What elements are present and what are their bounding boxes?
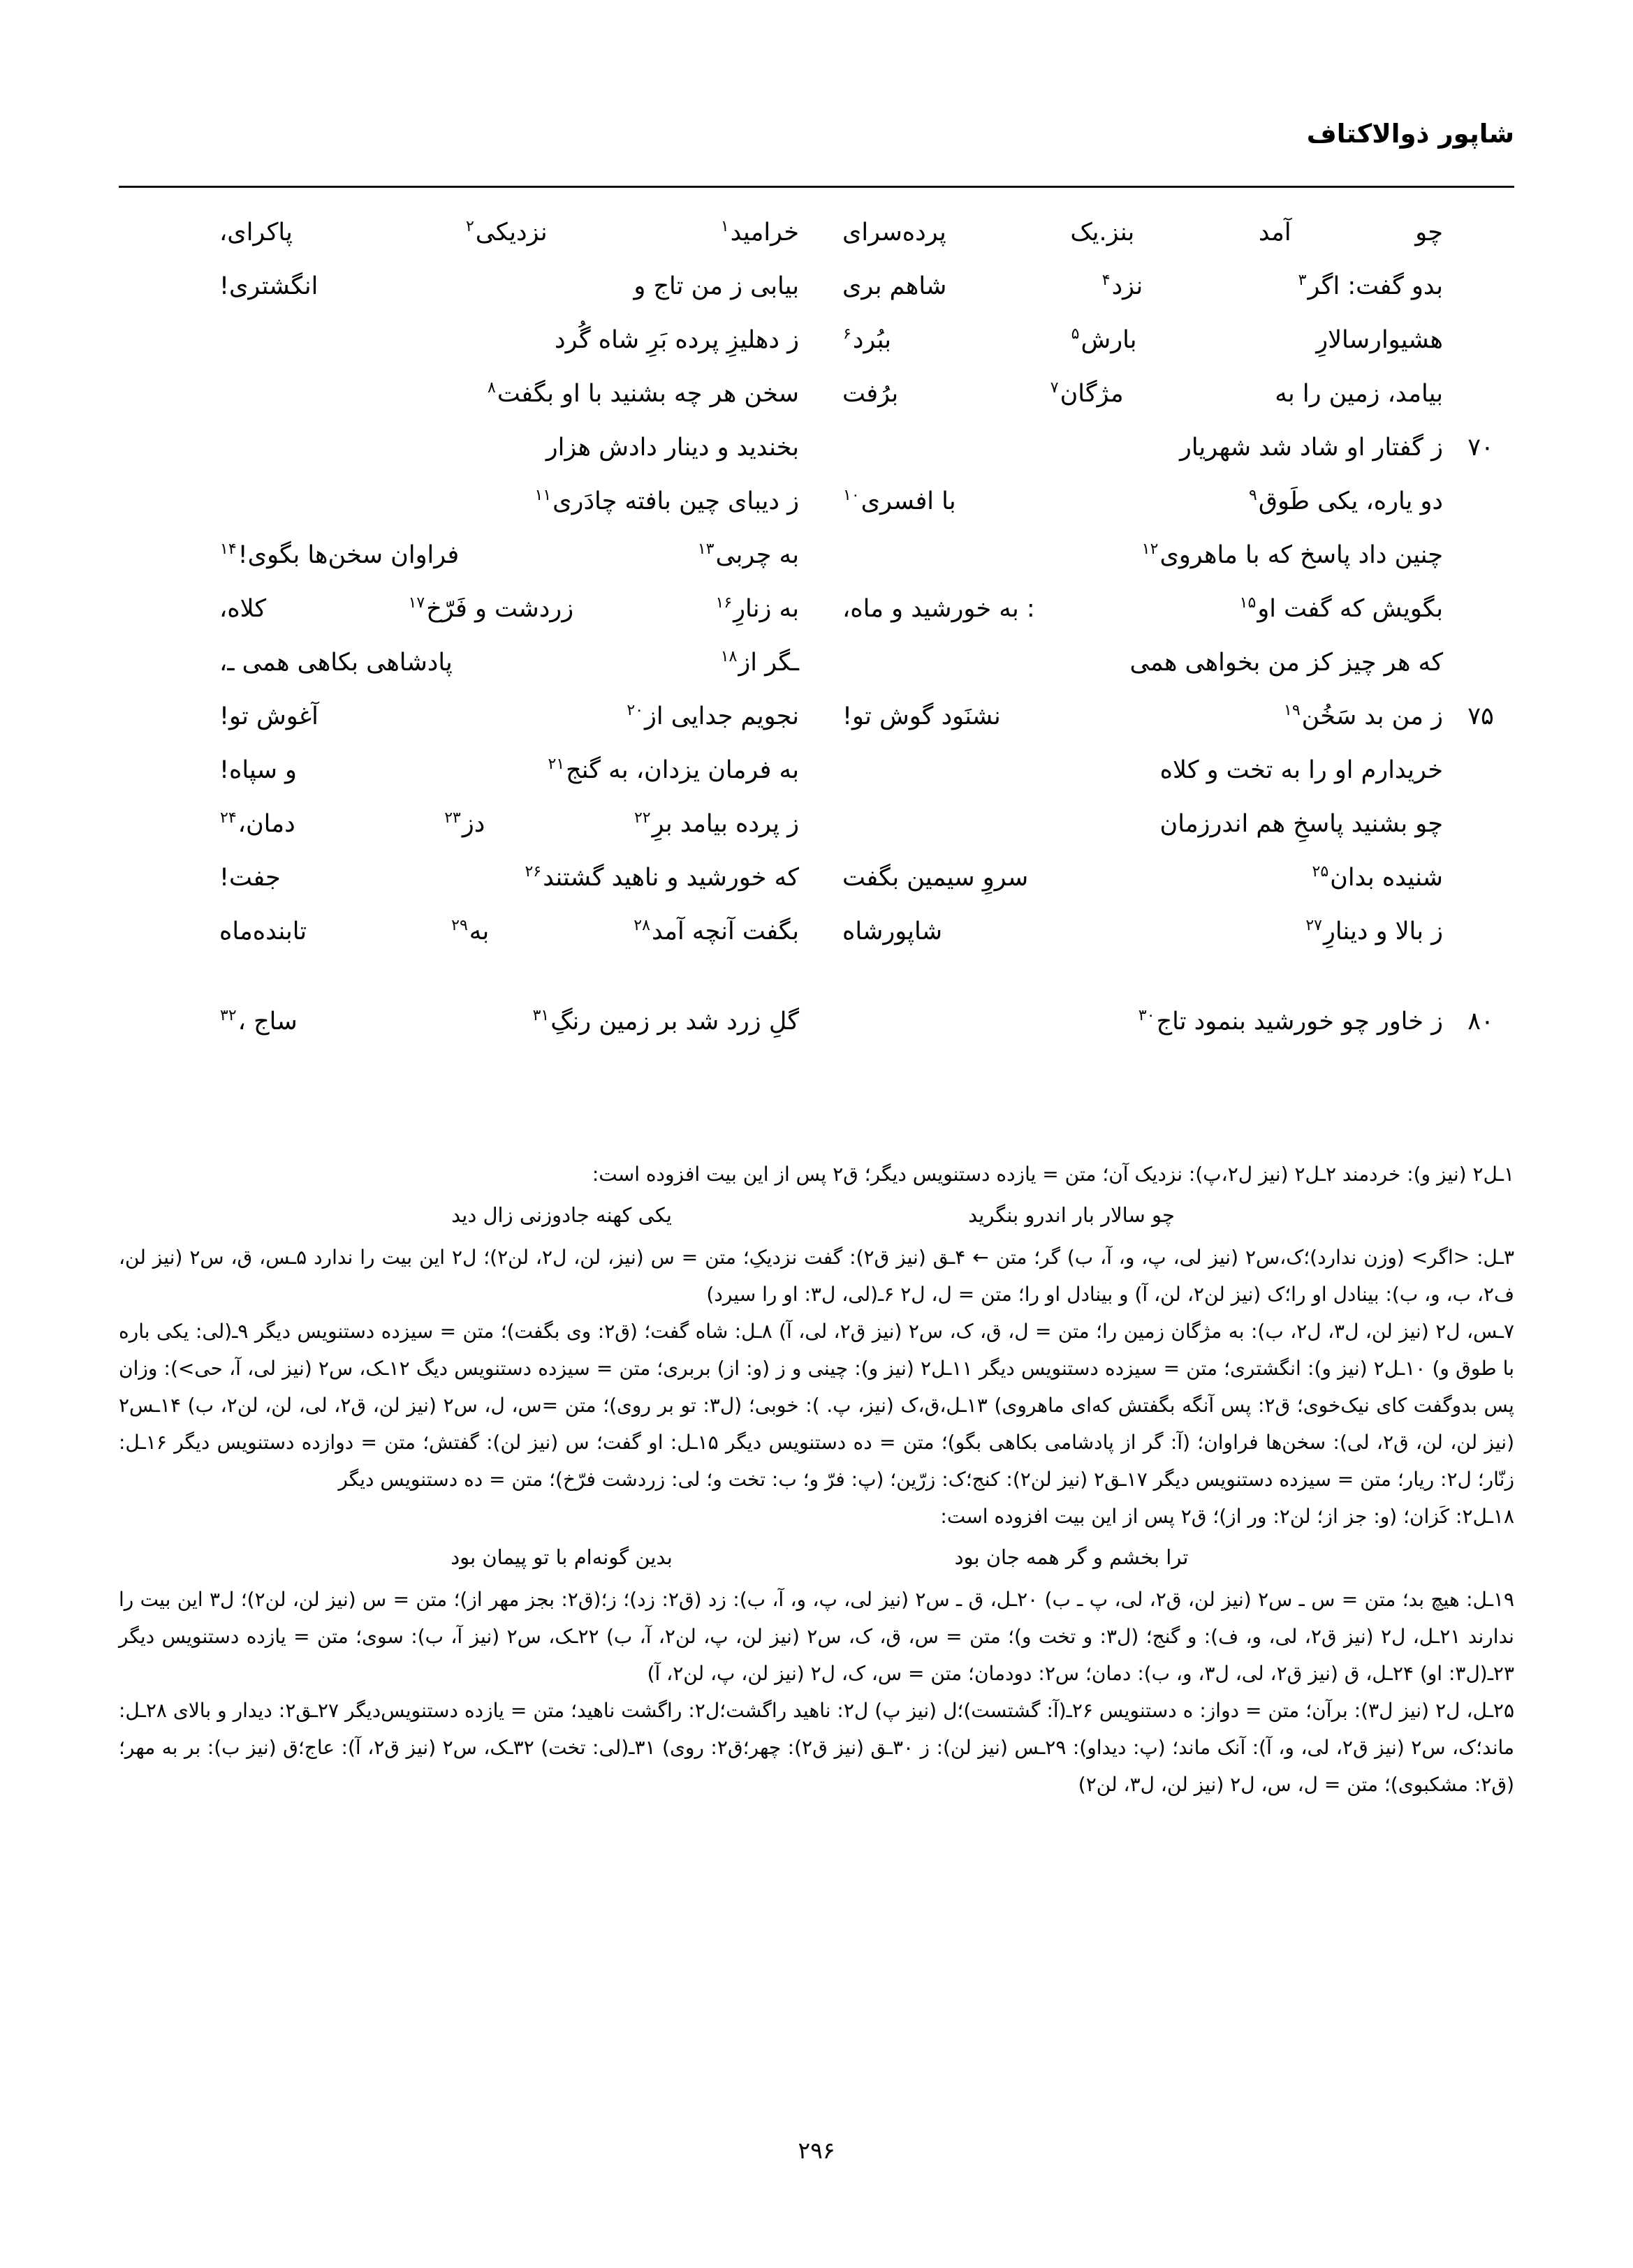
hemistich-right: [838, 640, 1447, 686]
footnote-marker[interactable]: ۳۲: [220, 1007, 237, 1025]
inset-hemistich-left: یکی کهنه جادوزنی زال دید: [451, 1203, 672, 1227]
critical-apparatus: [119, 1156, 1514, 1803]
hemistich-left: [215, 425, 803, 471]
hemistich-left: [215, 693, 803, 739]
footnote-marker[interactable]: ۵: [1071, 325, 1080, 344]
verse-word: گلِ زرد شد بر زمین رنگِ$^{۳۱}$: [532, 1007, 799, 1036]
footnote-marker[interactable]: ۱: [720, 218, 729, 236]
verse-word: بارش$^۵$: [1071, 325, 1137, 354]
hemistich-right: [838, 371, 1447, 417]
footnote-marker[interactable]: ۲۳: [444, 809, 461, 827]
verse-word: هشیوارسالارِ: [1316, 326, 1443, 354]
verse-word: پاکرای،: [219, 219, 293, 246]
footnote-marker[interactable]: ۱۳: [697, 540, 715, 559]
footnote-marker[interactable]: ۹: [1249, 487, 1257, 505]
hemistich-right: [838, 209, 1447, 256]
verse-number: ۷۵: [1467, 702, 1494, 730]
verse-word: بنز.یک: [1070, 219, 1135, 246]
footnote-marker[interactable]: ۳: [1298, 272, 1307, 290]
footnote-marker[interactable]: ۱۱: [534, 487, 552, 505]
verse-word: تابنده‌ماه: [219, 918, 307, 945]
apparatus-paragraph: ۱۹ـل: هیچ بد؛ متن = س ـ س۲ (نیز لن، ق۲، لی، پ ـ ب) ۲۰ـل، ق ـ س۲ (نیز لی، پ، و، آ، ب): زد (ق۲: زد)؛ ز؛(ق۲: بجز مهر از)؛ متن = س (نیز لن، لن۲)؛ ل۳ این بیت را ندارند ۲۱ـل، ل۲ (نیز ق۲، لی، و، ف): و گنج؛ (ل۳: و تخت و)؛ متن = س، ق، ک، س۲ (نیز لن، پ، لن۲، آ، ب) ۲۲ـک، س۲ (نیز آ، ب): سوی؛ متن = یازده دستنویس دیگر ۲۳ـ(ل۳: او) ۲۴ـل، ق (نیز ق۲، لی، ل۳، و، ب): دمان؛ س۲: دودمان؛ متن = س، ک، ل۲ (نیز لن، پ، لن۲، آ): [119, 1588, 1515, 1685]
verse-word: سخن هر چه بشنید با او بگفت$^۸$: [488, 379, 799, 408]
apparatus-paragraph: ۱ـل۲ (نیز و): خردمند ۲ـل۲ (نیز ل۲،پ): نزدیک آن؛ متن = یازده دستنویس دیگر؛ ق۲ پس از این بیت افزوده است:: [592, 1163, 1514, 1186]
verse-word: بیابی ز من تاج و: [634, 272, 799, 300]
apparatus-paragraph: ۳ـل: <اگر> (وزن ندارد)؛ک،س۲ (نیز لی، پ، و، آ، ب) گر؛ متن ← ۴ـق (نیز ق۲): گفت نزدیکِ؛ متن = س (نیز، لن، ل۲، لن۲)؛ ل۲ این بیت را ندارد ۵ـس، ق، س۲ (نیز لن، ف۲، ب، و، ب): بینادل او را؛ک (نیز لن۲، لن، آ) و بینادل او را؛ متن = ل، ل۲ ۶ـ(لی، ل۳: او را سیرد): [119, 1246, 1514, 1306]
verse-word: پرده‌سرای: [842, 219, 946, 246]
footnote-marker[interactable]: ۲: [465, 218, 474, 236]
verse-word: شاهم بری: [842, 272, 947, 300]
footnote-marker[interactable]: ۱۸: [720, 648, 738, 666]
verse-word: بیامد، زمین را به: [1275, 380, 1443, 408]
hemistich-right: [838, 478, 1447, 524]
verse-line: [119, 693, 1514, 747]
hemistich-left: [215, 478, 803, 524]
verse-word: ز من بد سَخُن$^{۱۹}$: [1284, 702, 1443, 730]
hemistich-left: [215, 640, 803, 686]
verse-word: ز گفتار او شاد شد شهریار: [1179, 434, 1443, 462]
verse-word: خرامید$^۱$: [720, 218, 799, 246]
verse-word: شاپورشاه: [842, 918, 943, 945]
footnote-marker[interactable]: ۲۴: [220, 809, 237, 827]
verse-word: ز بالا و دینارِ$^{۲۷}$: [1305, 917, 1443, 945]
verse-word: جفت!: [219, 864, 281, 892]
footnote-marker[interactable]: ۱۰: [843, 487, 860, 505]
verse-line: [119, 532, 1514, 586]
hemistich-left: [215, 532, 803, 578]
apparatus-paragraph: ۱۸ـل۲: کَزان؛ (و: جز از؛ لن۲: ور از)؛ ق۲ پس از این بیت افزوده است:: [940, 1505, 1514, 1528]
verse-word: انگشتری!: [219, 272, 318, 300]
footnote-marker[interactable]: ۲۸: [634, 917, 650, 935]
verse-word: بخندید و دینار دادش هزار: [545, 434, 799, 462]
footnote-marker[interactable]: ۱۷: [408, 594, 425, 612]
footnote-marker[interactable]: ۷: [1050, 379, 1059, 397]
hemistich-right: [838, 801, 1447, 847]
footnote-marker[interactable]: ۱۶: [715, 594, 733, 612]
footnote-marker[interactable]: ۲۵: [1312, 863, 1329, 881]
verse-body: [119, 209, 1514, 1052]
verse-line: [119, 478, 1514, 532]
verse-line: [119, 640, 1514, 693]
verse-number: ۷۰: [1467, 434, 1494, 462]
verse-word: نشنَود گوش تو!: [842, 702, 1001, 730]
verse-word: برُفت: [842, 380, 899, 408]
verse-word: دو یاره، یکی طَوق$^۹$: [1249, 487, 1443, 515]
verse-word: به زنارِ$^{۱۶}$: [715, 594, 799, 623]
verse-word: ساج ،$^{۳۲}$: [220, 1007, 298, 1036]
verse-line: [119, 801, 1514, 855]
verse-line: [119, 425, 1514, 478]
verse-line: [119, 586, 1514, 640]
verse-word: مژگان$^۷$: [1050, 379, 1124, 408]
verse-word: آمد: [1258, 219, 1291, 246]
verse-word: نجویم جدایی از$^{۲۰}$: [627, 702, 799, 730]
running-head: [119, 119, 1514, 189]
verse-line: [119, 263, 1514, 317]
verse-word: ـگر از$^{۱۸}$: [720, 648, 799, 677]
hemistich-right: [838, 999, 1447, 1045]
inset-hemistich-right: چو سالار بار اندرو بنگرید: [968, 1203, 1175, 1227]
verse-word: با افسری$^{۱۰}$: [843, 487, 956, 515]
verse-word: بگفت آنچه آمد$^{۲۸}$: [634, 917, 799, 945]
verse-word: نزدیکی$^۲$: [465, 218, 548, 246]
verse-word: به$^{۲۹}$: [451, 917, 490, 945]
verse-line: [119, 999, 1514, 1052]
verse-word: دمان،$^{۲۴}$: [220, 809, 295, 838]
verse-word: آغوش تو!: [219, 702, 318, 730]
inset-hemistich-right: ترا بخشم و گر همه جان بود: [954, 1545, 1189, 1569]
verse-line: [119, 855, 1514, 908]
hemistich-left: [215, 999, 803, 1045]
apparatus-paragraph: ۷ـس، ل۲ (نیز لن، ل۳، ل۲، ب): به مژگان زمین را؛ متن = ل، ق، ک، س۲ (نیز ق۲، لی، آ) ۸ـل: شاه گفت؛ (ق۲: وی بگفت)؛ متن = سیزده دستنویس دیگر ۹ـ(لی: یکی باره با طوق و) ۱۰ـل۲ (نیز و): انگشتری؛ متن = سیزده دستنویس دیگر ۱۱ـل۲ (نیز و): چینی و ز (و: از) بربری؛ متن = سیزده دستنویس دیگ ۱۲ـک، س۲ (نیز لی، آ، حی>): وزان پس بدوگفت کای نیک‌خوی؛ ق۲: پس آنگه بگفتش که‌ای ماهروی) ۱۳ـل،ق،ک (نیز، پ. ): خوبی؛ (ل۳: تو بر روی)؛ متن =س، ل، س۲ (نیز لن، ق۲، لی، لن، لن۲، ب) ۱۴ـس۲ (نیز لن، لن، ق۲، لی): سخن‌ها فراوان؛ (آ: گر از پادشامی بکاهی بگو)؛ متن = ده دستنویس دیگر ۱۵ـل: او گفت؛ س (نیز لن): گفتش؛ متن = دوازده دستنویس دیگر ۱۶ـل: زنّار؛ ل۲: ریار؛ متن = سیزده دستنویس دیگر ۱۷ـق۲ (نیز لن۲): کنج؛ک: زرّین؛ (پ: فرّ و؛ ب: تخت و؛ لی: زردشت فرّخ)؛ متن = ده دستنویس دیگر: [119, 1320, 1515, 1491]
hemistich-right: [838, 855, 1447, 901]
hemistich-right: [838, 263, 1447, 309]
hemistich-right: [838, 425, 1447, 471]
hemistich-left: [215, 586, 803, 632]
footnote-marker[interactable]: ۲۶: [525, 863, 542, 881]
hemistich-right: [838, 586, 1447, 632]
verse-word: چو: [1415, 219, 1443, 246]
footnote-marker[interactable]: ۲۲: [634, 809, 651, 827]
footnote-marker[interactable]: ۲۷: [1305, 917, 1322, 935]
verse-word: چو بشنید پاسخِ هم اندرزمان: [1159, 810, 1443, 838]
verse-word: ز دیبای چین بافته چادَری$^{۱۱}$: [534, 487, 799, 515]
verse-word: نزد$^۴$: [1101, 272, 1143, 300]
verse-line: [119, 371, 1514, 425]
hemistich-right: [838, 908, 1447, 955]
verse-word: و سپاه!: [219, 756, 297, 784]
verse-word: که هر چیز کز من بخواهی همی: [1129, 649, 1443, 677]
verse-word: زردشت و فَرّخ$^{۱۷}$: [408, 594, 574, 623]
header-rule: [119, 186, 1514, 188]
verse-word: به فرمان یزدان، به گنج$^{۲۱}$: [548, 756, 799, 784]
verse-line: [119, 317, 1514, 371]
footnote-marker[interactable]: ۸: [488, 379, 496, 397]
apparatus-inset-verse: [119, 1538, 1514, 1577]
inset-hemistich-left: بدین گونه‌ام با تو پیمان بود: [451, 1545, 673, 1569]
verse-word: ز خاور چو خورشید بنمود تاج$^{۳۰}$: [1138, 1007, 1443, 1036]
verse-word: به چربی$^{۱۳}$: [697, 540, 799, 569]
verse-word: شنیده بدان$^{۲۵}$: [1312, 863, 1443, 892]
hemistich-left: [215, 317, 803, 363]
footnote-marker[interactable]: ۲۱: [548, 756, 565, 774]
hemistich-right: [838, 317, 1447, 363]
verse-line: [119, 747, 1514, 801]
footnote-marker[interactable]: ۱۲: [1141, 540, 1159, 559]
verse-word: چنین داد پاسخ که با ماهروی$^{۱۲}$: [1141, 540, 1443, 569]
apparatus-paragraph: ۲۵ـل، ل۲ (نیز ل۳): برآن؛ متن = دواز: ه دستنویس ۲۶ـ(آ: گشتست)؛ل (نیز پ) ل۲: ناهید راگشت؛ل۲: راگشت ناهید؛ متن = یازده دستنویس‌دیگر ۲۷ـق۲: دیدار و بالای ۲۸ـل: ماند؛ک، س۲ (نیز ق۲، لی، و، آ): آنک ماند؛ (پ: دیداو): ۲۹ـس (نیز لن): ز ۳۰ـق (نیز ق۲): چهر؛ق۲: روی) ۳۱ـ(لی: تخت) ۳۲ـک، س۲ (نیز ق۲، آ): عاج؛ق (نیز ب): بر به مهر؛ (ق۲: مشکبوی)؛ متن = ل، س، ل۲ (نیز لن، ل۳، لن۲): [119, 1699, 1515, 1796]
verse-word: بدو گفت: اگر$^۳$: [1298, 272, 1443, 300]
hemistich-right: [838, 747, 1447, 793]
hemistich-left: [215, 801, 803, 847]
hemistich-left: [215, 855, 803, 901]
verse-word: دز$^{۲۳}$: [444, 809, 485, 838]
verse-word: که خورشید و ناهید گشتند$^{۲۶}$: [525, 863, 799, 892]
verse-word: فراوان سخن‌ها بگوی!$^{۱۴}$: [220, 540, 460, 569]
footnote-marker[interactable]: ۱۵: [1239, 594, 1257, 612]
hemistich-left: [215, 747, 803, 793]
hemistich-right: [838, 693, 1447, 739]
footnote-marker[interactable]: ۳۱: [532, 1007, 550, 1025]
footnote-marker[interactable]: ۱۴: [220, 540, 237, 559]
verse-line: [119, 908, 1514, 962]
verse-word: ز دهلیزِ پرده بَرِ شاه گُرد: [555, 326, 799, 354]
hemistich-right: [838, 532, 1447, 578]
hemistich-left: [215, 263, 803, 309]
hemistich-left: [215, 908, 803, 955]
verse-word: : به خورشید و ماه،: [842, 595, 1035, 623]
apparatus-inset-verse: [119, 1195, 1514, 1235]
page-number: ۲۹۶: [798, 2137, 835, 2164]
footnote-marker[interactable]: ۱۹: [1284, 702, 1301, 720]
verse-word: پادشاهی بکاهی همی ـ،: [219, 649, 453, 677]
footnote-marker[interactable]: ۲۹: [451, 917, 468, 935]
footnote-marker[interactable]: ۶: [843, 325, 851, 344]
verse-line: [119, 209, 1514, 263]
verse-word: کلاه،: [219, 595, 267, 623]
hemistich-left: [215, 209, 803, 256]
verse-word: ببُرد$^۶$: [843, 325, 892, 354]
verse-word: بگویش که گفت او$^{۱۵}$: [1239, 594, 1443, 623]
footnote-marker[interactable]: ۲۰: [627, 702, 644, 720]
footnote-marker[interactable]: ۳۰: [1138, 1007, 1155, 1025]
verse-word: سروِ سیمین بگفت: [842, 864, 1029, 892]
running-head-title: شاپور ذوالاکتاف: [1306, 119, 1514, 149]
verse-word: خریدارم او را به تخت و کلاه: [1159, 756, 1443, 784]
hemistich-left: [215, 371, 803, 417]
footnote-marker[interactable]: ۴: [1101, 272, 1111, 290]
verse-word: ز پرده بیامد برِ$^{۲۲}$: [634, 809, 799, 838]
verse-number: ۸۰: [1467, 1008, 1494, 1036]
